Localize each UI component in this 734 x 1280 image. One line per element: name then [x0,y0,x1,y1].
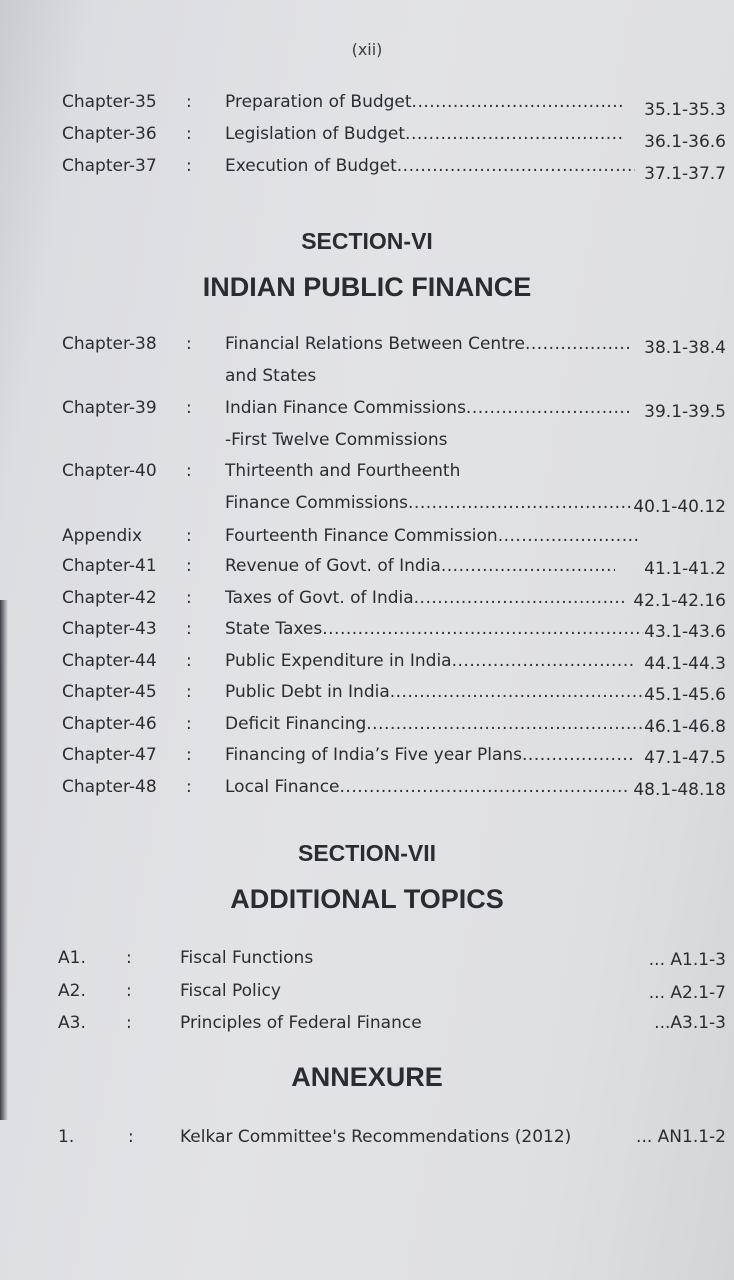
section-label: SECTION-VI [301,228,433,254]
toc-row [0,739,734,771]
page-range: 37.1-37.7 [644,164,726,184]
chapter-title: Revenue of Govt. of India ..... [225,550,615,582]
topic-row [0,975,734,1007]
toc-row [0,520,734,552]
chapter-label: Chapter-36 [62,124,157,144]
colon: : [186,682,192,702]
topic-title: Fiscal Functions [180,948,314,968]
chapter-label: Chapter-45 [62,682,157,702]
page-range: 46.1-46.8 [644,717,726,737]
chapter-title: Preparation of Budget ..... [225,86,625,118]
colon: : [126,948,132,968]
colon: : [186,556,192,576]
toc-row [0,150,734,182]
page-range: 38.1-38.4 [644,338,726,358]
annexure-title: ANNEXURE [291,1062,443,1092]
colon: : [186,777,192,797]
chapter-title: Public Expenditure in India ..... [225,645,633,677]
colon: : [126,1013,132,1033]
toc-row [0,582,734,614]
toc-row [0,676,734,708]
topic-number: A3. [58,1013,86,1033]
toc-row [0,613,734,645]
topic-row [0,942,734,974]
chapter-title: Taxes of Govt. of India ..... [225,582,627,614]
topic-row [0,1007,734,1039]
page-range: 45.1-45.6 [644,685,726,705]
colon: : [186,461,192,481]
toc-row [0,392,734,424]
chapter-title: Public Debt in India ..... [225,676,643,708]
chapter-label: Chapter-41 [62,556,157,576]
annexure-number: 1. [58,1127,75,1147]
page-range: 36.1-36.6 [644,132,726,152]
toc-row [0,455,734,487]
section-title: INDIAN PUBLIC FINANCE [202,272,532,302]
colon: : [186,526,192,546]
section-label: SECTION-VII [297,840,436,866]
annexure-item-title: Kelkar Committee's Recommendations (2012) [180,1127,572,1147]
page-range: 35.1-35.3 [644,100,726,120]
chapter-label: Chapter-37 [62,156,157,176]
page-range: 40.1-40.12 [633,497,726,517]
colon: : [186,92,192,112]
topic-title: Fiscal Policy [180,981,281,1001]
chapter-title: Legislation of Budget ..... [225,118,625,150]
toc-row [0,771,734,803]
page-range: 44.1-44.3 [644,654,726,674]
chapter-label: Chapter-43 [62,619,157,639]
toc-row [0,118,734,150]
chapter-title: Deficit Financing ..... [225,708,643,740]
chapter-label: Chapter-38 [62,334,157,354]
chapter-label: Chapter-48 [62,777,157,797]
topic-title: Principles of Federal Finance [180,1013,422,1033]
toc-row [0,550,734,582]
chapter-label: Chapter-35 [62,92,157,112]
page-range: 48.1-48.18 [633,780,726,800]
colon: : [186,334,192,354]
chapter-label: Chapter-40 [62,461,157,481]
chapter-title: Financial Relations Between Centre ..... [225,328,630,360]
colon: : [186,398,192,418]
chapter-label: Chapter-47 [62,745,157,765]
page-range: ... A1.1-3 [648,950,726,970]
page-range: ... A2.1-7 [648,983,726,1003]
chapter-label: Chapter-42 [62,588,157,608]
chapter-title: Thirteenth and Fourtheenth [225,461,461,481]
appendix-title: Fourteenth Finance Commission ..... [225,520,640,552]
page-range: 41.1-41.2 [644,559,726,579]
section-title: ADDITIONAL TOPICS [230,884,504,914]
chapter-title-continued: -First Twelve Commissions [225,430,448,450]
colon: : [128,1127,134,1147]
chapter-label: Chapter-39 [62,398,157,418]
page-range: ...A3.1-3 [654,1013,726,1033]
colon: : [186,745,192,765]
toc-row [0,328,734,360]
page-number: (xii) [351,40,383,59]
page-range: 47.1-47.5 [644,748,726,768]
toc-row-continued [0,487,734,519]
chapter-title: State Taxes ..... [225,613,643,645]
chapter-title: Financing of India’s Five year Plans ..... [225,739,635,771]
chapter-title: Indian Finance Commissions ..... [225,392,630,424]
chapter-title-continued: Finance Commissions ..... [225,487,633,519]
colon: : [186,651,192,671]
toc-row [0,708,734,740]
chapter-label: Chapter-44 [62,651,157,671]
page-range: 43.1-43.6 [644,622,726,642]
colon: : [186,588,192,608]
chapter-title: Execution of Budget ..... [225,150,635,182]
appendix-label: Appendix [62,526,143,546]
chapter-label: Chapter-46 [62,714,157,734]
colon: : [186,714,192,734]
toc-row [0,86,734,118]
chapter-title-continued: and States [225,366,317,386]
page-range: 42.1-42.16 [633,591,726,611]
colon: : [126,981,132,1001]
toc-row [0,645,734,677]
colon: : [186,124,192,144]
chapter-title: Local Finance ..... [225,771,629,803]
topic-number: A1. [58,948,86,968]
page-range: 39.1-39.5 [644,402,726,422]
annexure-row [0,1121,734,1153]
colon: : [186,156,192,176]
page-range: ... AN1.1-2 [636,1127,726,1147]
topic-number: A2. [58,981,86,1001]
colon: : [186,619,192,639]
